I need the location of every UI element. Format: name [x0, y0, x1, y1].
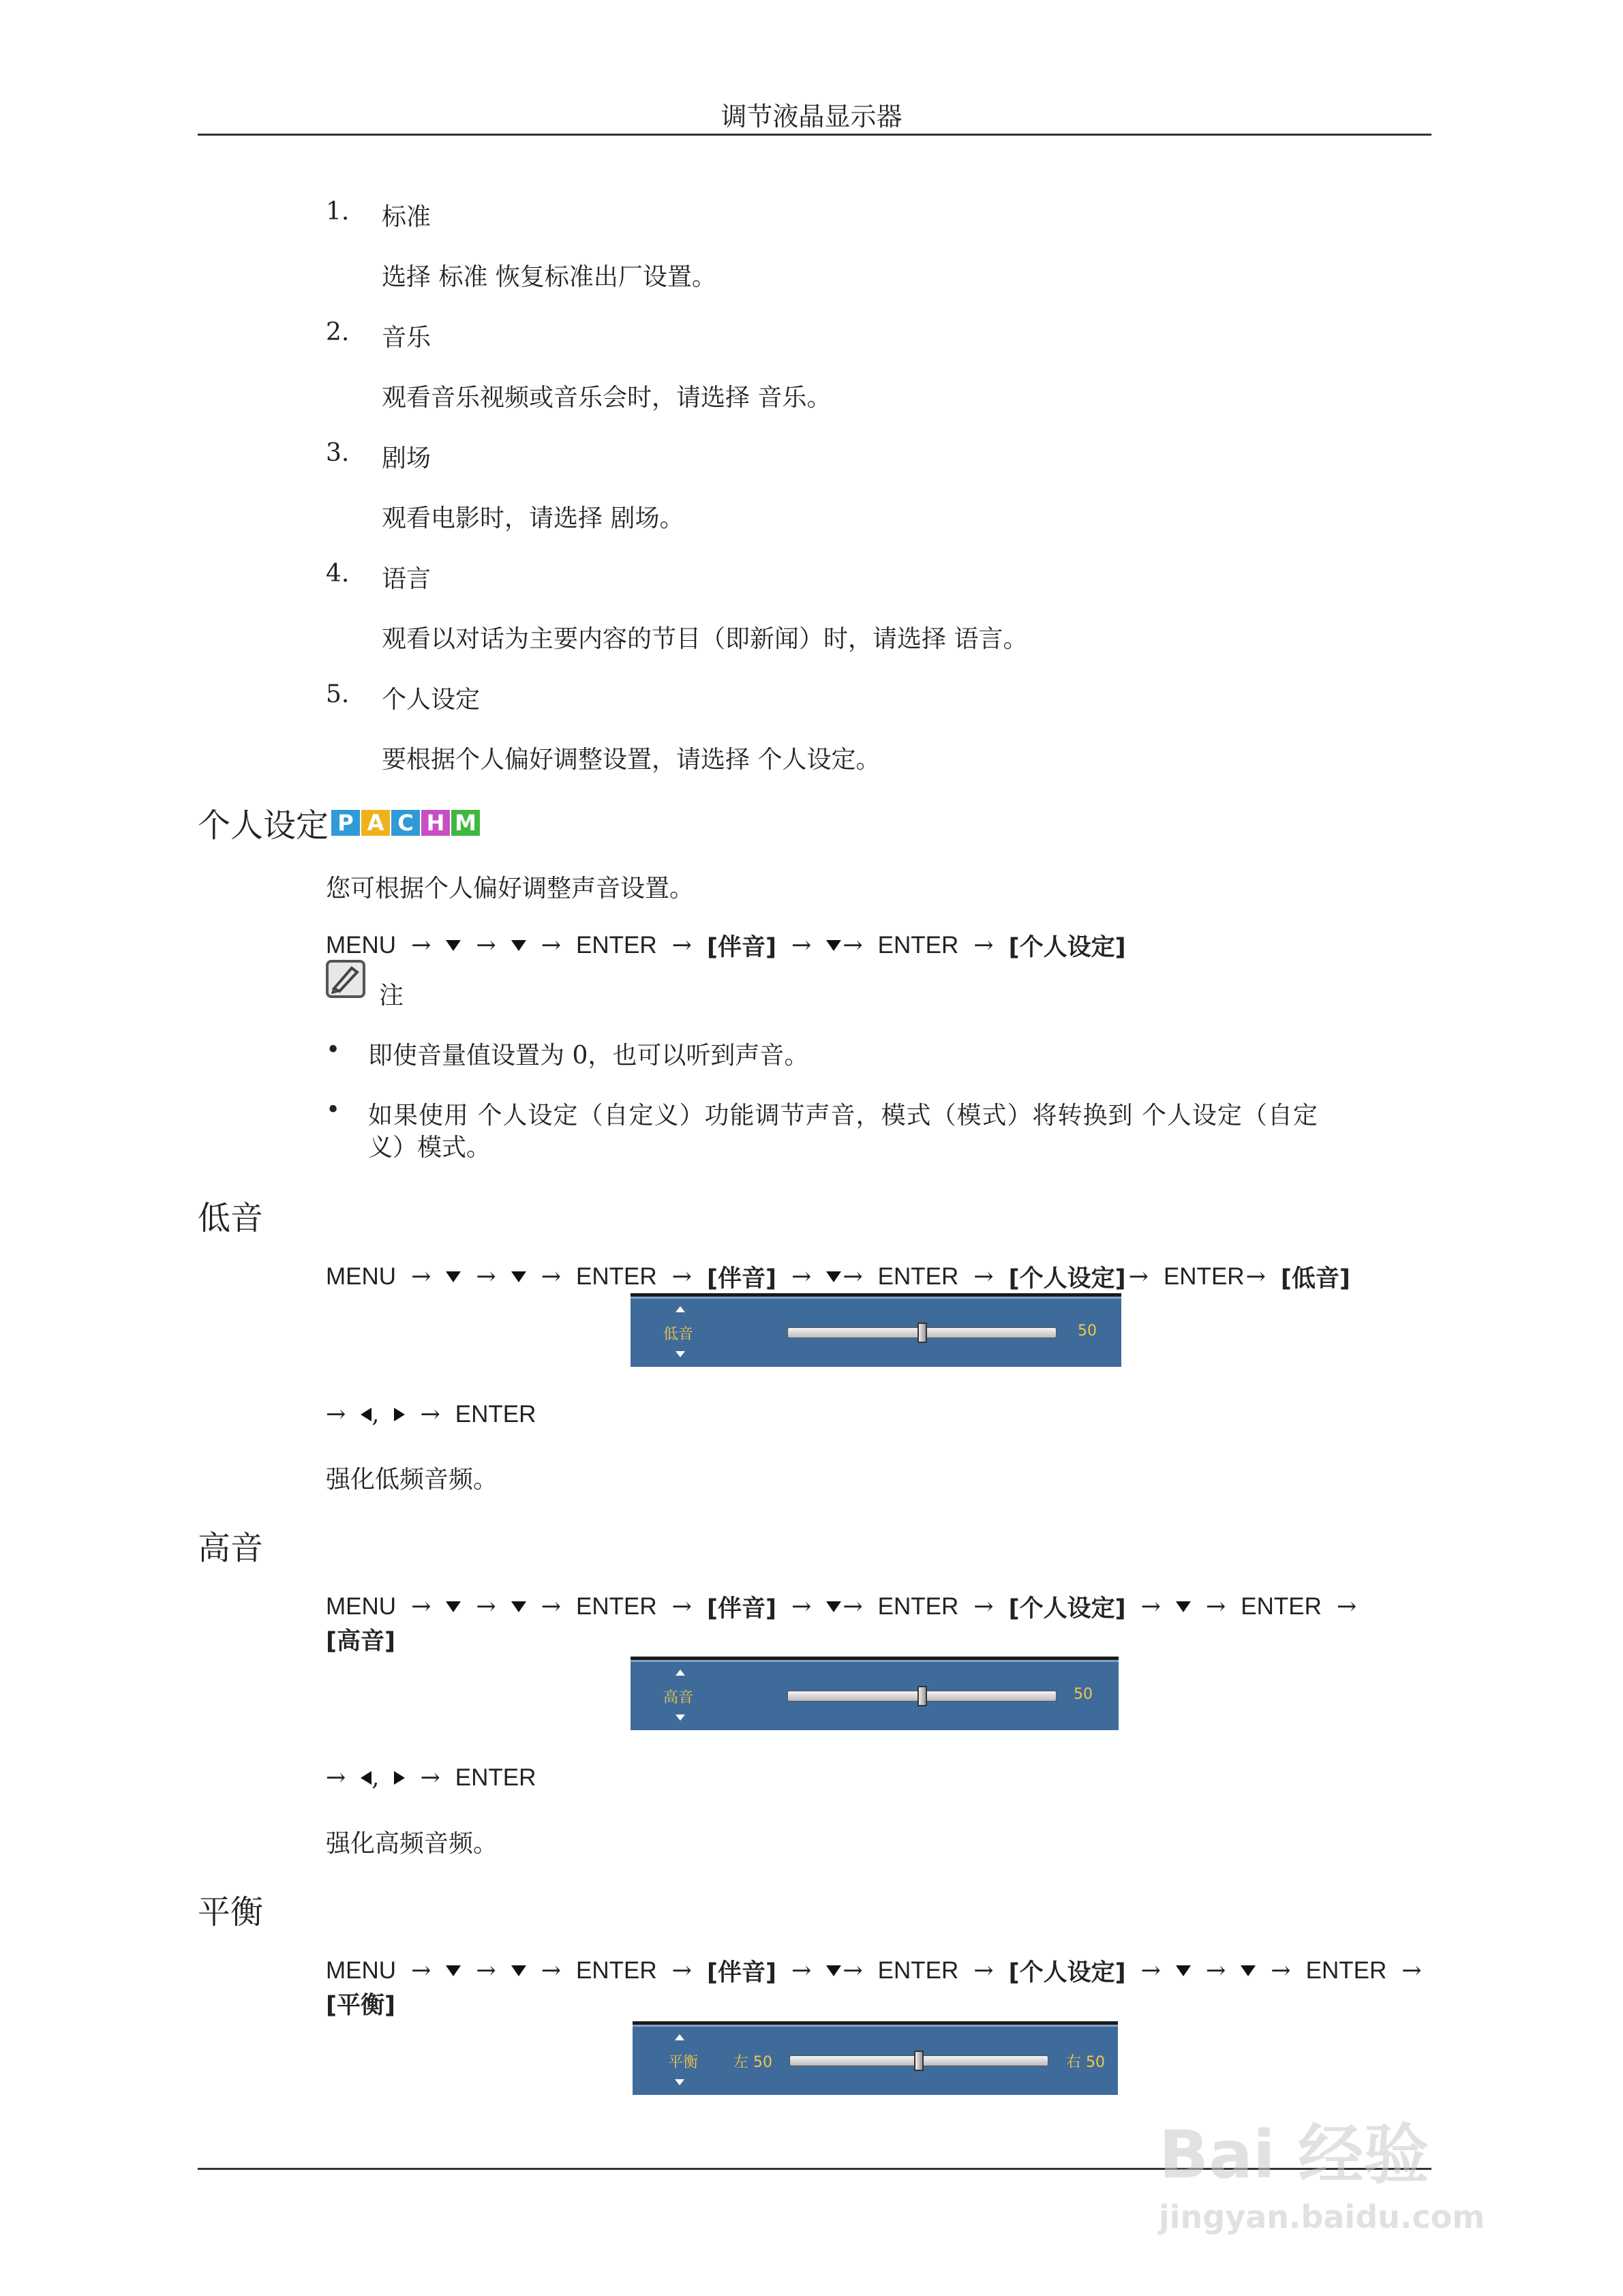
list-desc-3: 观看电影时，请选择 剧场。 [382, 504, 684, 532]
treble-menu-path-cont [326, 1622, 410, 1657]
path-arrow: → [1205, 1957, 1226, 1984]
down-arrow-icon [1176, 1601, 1191, 1612]
badge-m: M [451, 810, 480, 836]
list-num-2: 2. [326, 318, 350, 346]
list-desc-4: 观看以对话为主要内容的节目（即新闻）时，请选择 语言。 [382, 625, 1028, 653]
header-rule [198, 134, 1431, 136]
note-bullet-2-cont: 义）模式。 [368, 1134, 491, 1162]
path-menu: MENU [326, 1593, 397, 1620]
page-header-title: 调节液晶显示器 [721, 102, 902, 132]
left-arrow-icon [361, 1771, 371, 1785]
personal-desc: 您可根据个人偏好调整声音设置。 [326, 875, 695, 903]
path-arrow: → [420, 1401, 440, 1428]
path-arrow: → [791, 932, 812, 959]
path-menu: MENU [326, 932, 397, 958]
path-arrow: → [411, 1957, 431, 1984]
osd-value: 50 [1078, 1323, 1097, 1340]
path-personal-menu: [个人设定] [1008, 1265, 1126, 1293]
personal-heading-text: 个人设定 [198, 806, 329, 845]
path-sound-menu: [伴音] [707, 1265, 776, 1293]
path-enter: ENTER [455, 1401, 536, 1428]
down-arrow-icon [446, 1601, 461, 1612]
down-arrow-icon [826, 1271, 841, 1282]
osd-left-value: 左 50 [733, 2054, 772, 2071]
list-num-1: 1. [326, 198, 350, 226]
down-arrow-icon [511, 1601, 526, 1612]
bullet-symbol: • [326, 1036, 341, 1064]
path-enter: ENTER [877, 1263, 959, 1290]
path-arrow: → [1140, 1593, 1161, 1620]
path-enter: ENTER [455, 1764, 536, 1791]
path-enter: ENTER [576, 932, 657, 958]
list-title-4: 语言 [382, 565, 431, 593]
note-bullet-1: 即使音量值设置为 0，也可以听到声音。 [368, 1042, 809, 1070]
down-caret-icon [676, 1351, 685, 1357]
balance-osd [633, 2021, 1118, 2095]
right-arrow-icon [394, 1771, 405, 1785]
list-title-5: 个人设定 [382, 686, 481, 714]
path-arrow: → [791, 1593, 812, 1620]
down-arrow-icon [511, 1965, 526, 1976]
path-arrow: → [541, 1957, 562, 1984]
path-sep: , [371, 1764, 380, 1792]
list-title-2: 音乐 [382, 324, 431, 352]
path-personal-menu: [个人设定] [1008, 1959, 1126, 1987]
right-arrow-icon [394, 1408, 405, 1421]
path-arrow: → [1245, 1263, 1266, 1290]
section-heading-personal [198, 799, 481, 846]
slider-thumb[interactable] [917, 1323, 927, 1343]
path-arrow: → [411, 1263, 431, 1290]
osd-value: 50 [1074, 1686, 1093, 1703]
path-treble-menu: [高音] [326, 1628, 395, 1655]
down-arrow-icon [826, 940, 841, 951]
list-desc-5: 要根据个人偏好调整设置，请选择 个人设定。 [382, 746, 881, 774]
path-arrow: → [1205, 1593, 1226, 1620]
path-arrow: → [1336, 1593, 1357, 1620]
path-enter: ENTER [1241, 1593, 1322, 1620]
path-arrow: → [420, 1764, 440, 1792]
up-caret-icon [676, 1670, 685, 1676]
path-arrow: → [541, 932, 562, 959]
path-arrow: → [1128, 1263, 1149, 1290]
path-arrow: → [791, 1957, 812, 1984]
balance-slider[interactable] [789, 2055, 1048, 2066]
list-title-3: 剧场 [382, 444, 431, 472]
path-arrow: → [541, 1263, 562, 1290]
badge-h: H [421, 810, 450, 836]
path-arrow: → [671, 1957, 692, 1984]
path-arrow: → [411, 932, 431, 959]
down-arrow-icon [826, 1965, 841, 1976]
path-arrow: → [1271, 1957, 1291, 1984]
treble-slider[interactable] [787, 1691, 1057, 1702]
path-arrow: → [973, 1263, 994, 1290]
path-enter: ENTER [576, 1593, 657, 1620]
list-desc-2: 观看音乐视频或音乐会时，请选择 音乐。 [382, 384, 832, 412]
slider-thumb[interactable] [914, 2051, 924, 2071]
osd-label: 平衡 [668, 2054, 699, 2071]
path-sep: , [371, 1401, 380, 1428]
list-num-4: 4. [326, 560, 350, 588]
path-arrow: → [326, 1401, 346, 1428]
path-arrow: → [843, 1957, 863, 1984]
path-arrow: → [1140, 1957, 1161, 1984]
path-arrow: → [843, 1263, 863, 1290]
path-arrow: → [1401, 1957, 1422, 1984]
path-enter: ENTER [1305, 1957, 1387, 1984]
bass-menu-path [326, 1260, 1365, 1294]
osd-label: 高音 [663, 1689, 694, 1706]
down-arrow-icon [826, 1601, 841, 1612]
down-arrow-icon [511, 940, 526, 951]
path-arrow: → [476, 1593, 496, 1620]
osd-label: 低音 [663, 1326, 694, 1343]
osd-right-value: 右 50 [1066, 2054, 1105, 2071]
path-personal-menu: [个人设定] [1008, 1595, 1126, 1622]
list-num-3: 3. [326, 439, 350, 467]
balance-menu-path [326, 1954, 1437, 1988]
left-arrow-icon [361, 1408, 371, 1421]
treble-adjust-path [326, 1764, 551, 1792]
path-arrow: → [973, 1957, 994, 1984]
badge-c: C [391, 810, 420, 836]
down-caret-icon [676, 1715, 685, 1721]
up-caret-icon [675, 2034, 684, 2040]
path-arrow: → [326, 1764, 346, 1792]
down-arrow-icon [446, 940, 461, 951]
mode-badges [331, 810, 481, 836]
up-caret-icon [676, 1306, 685, 1312]
path-arrow: → [791, 1263, 812, 1290]
path-arrow: → [476, 1957, 496, 1984]
treble-osd [631, 1657, 1119, 1730]
bullet-symbol: • [326, 1096, 341, 1124]
path-menu: MENU [326, 1263, 397, 1290]
path-enter: ENTER [576, 1957, 657, 1984]
section-heading-balance: 平衡 [198, 1893, 264, 1931]
path-enter: ENTER [877, 1593, 959, 1620]
path-bass-menu: [低音] [1280, 1265, 1350, 1293]
balance-menu-path-cont [326, 1987, 410, 2021]
path-sound-menu: [伴音] [707, 1959, 776, 1987]
personal-menu-path [326, 928, 1141, 963]
down-arrow-icon [1176, 1965, 1191, 1976]
path-arrow: → [973, 1593, 994, 1620]
badge-p: P [331, 810, 360, 836]
bass-adjust-path [326, 1401, 551, 1428]
path-balance-menu: [平衡] [326, 1992, 395, 2019]
down-arrow-icon [511, 1271, 526, 1282]
down-arrow-icon [1241, 1965, 1256, 1976]
note-icon [326, 960, 365, 998]
note-label: 注 [379, 982, 404, 1010]
down-arrow-icon [446, 1271, 461, 1282]
watermark-url: jingyan.baidu.com [1159, 2199, 1485, 2235]
path-arrow: → [476, 932, 496, 959]
bass-osd [631, 1293, 1121, 1367]
path-arrow: → [476, 1263, 496, 1290]
badge-a: A [361, 810, 390, 836]
path-arrow: → [411, 1593, 431, 1620]
down-arrow-icon [446, 1965, 461, 1976]
path-arrow: → [671, 932, 692, 959]
path-sound-menu: [伴音] [707, 934, 776, 961]
bass-desc: 强化低频音频。 [326, 1466, 498, 1494]
treble-menu-path [326, 1590, 1371, 1624]
section-heading-treble: 高音 [198, 1529, 264, 1567]
bass-slider[interactable] [787, 1327, 1057, 1338]
path-enter: ENTER [877, 932, 959, 958]
path-enter: ENTER [576, 1263, 657, 1290]
path-arrow: → [843, 1593, 863, 1620]
path-arrow: → [671, 1593, 692, 1620]
path-enter: ENTER [1163, 1263, 1245, 1290]
section-heading-bass: 低音 [198, 1199, 264, 1237]
slider-thumb[interactable] [917, 1686, 927, 1706]
watermark-brand: Bai 经验 [1159, 2117, 1429, 2193]
path-personal-menu: [个人设定] [1008, 934, 1126, 961]
list-desc-1: 选择 标准 恢复标准出厂设置。 [382, 263, 716, 291]
note-bullet-2: 如果使用 个人设定（自定义）功能调节声音，模式（模式）将转换到 个人设定（自定 [368, 1102, 1318, 1130]
path-arrow: → [973, 932, 994, 959]
path-menu: MENU [326, 1957, 397, 1984]
treble-desc: 强化高频音频。 [326, 1830, 498, 1858]
path-sound-menu: [伴音] [707, 1595, 776, 1622]
list-num-5: 5. [326, 680, 350, 708]
list-title-1: 标准 [382, 203, 431, 231]
path-arrow: → [843, 932, 863, 959]
path-arrow: → [541, 1593, 562, 1620]
path-enter: ENTER [877, 1957, 959, 1984]
path-arrow: → [671, 1263, 692, 1290]
down-caret-icon [675, 2079, 684, 2085]
